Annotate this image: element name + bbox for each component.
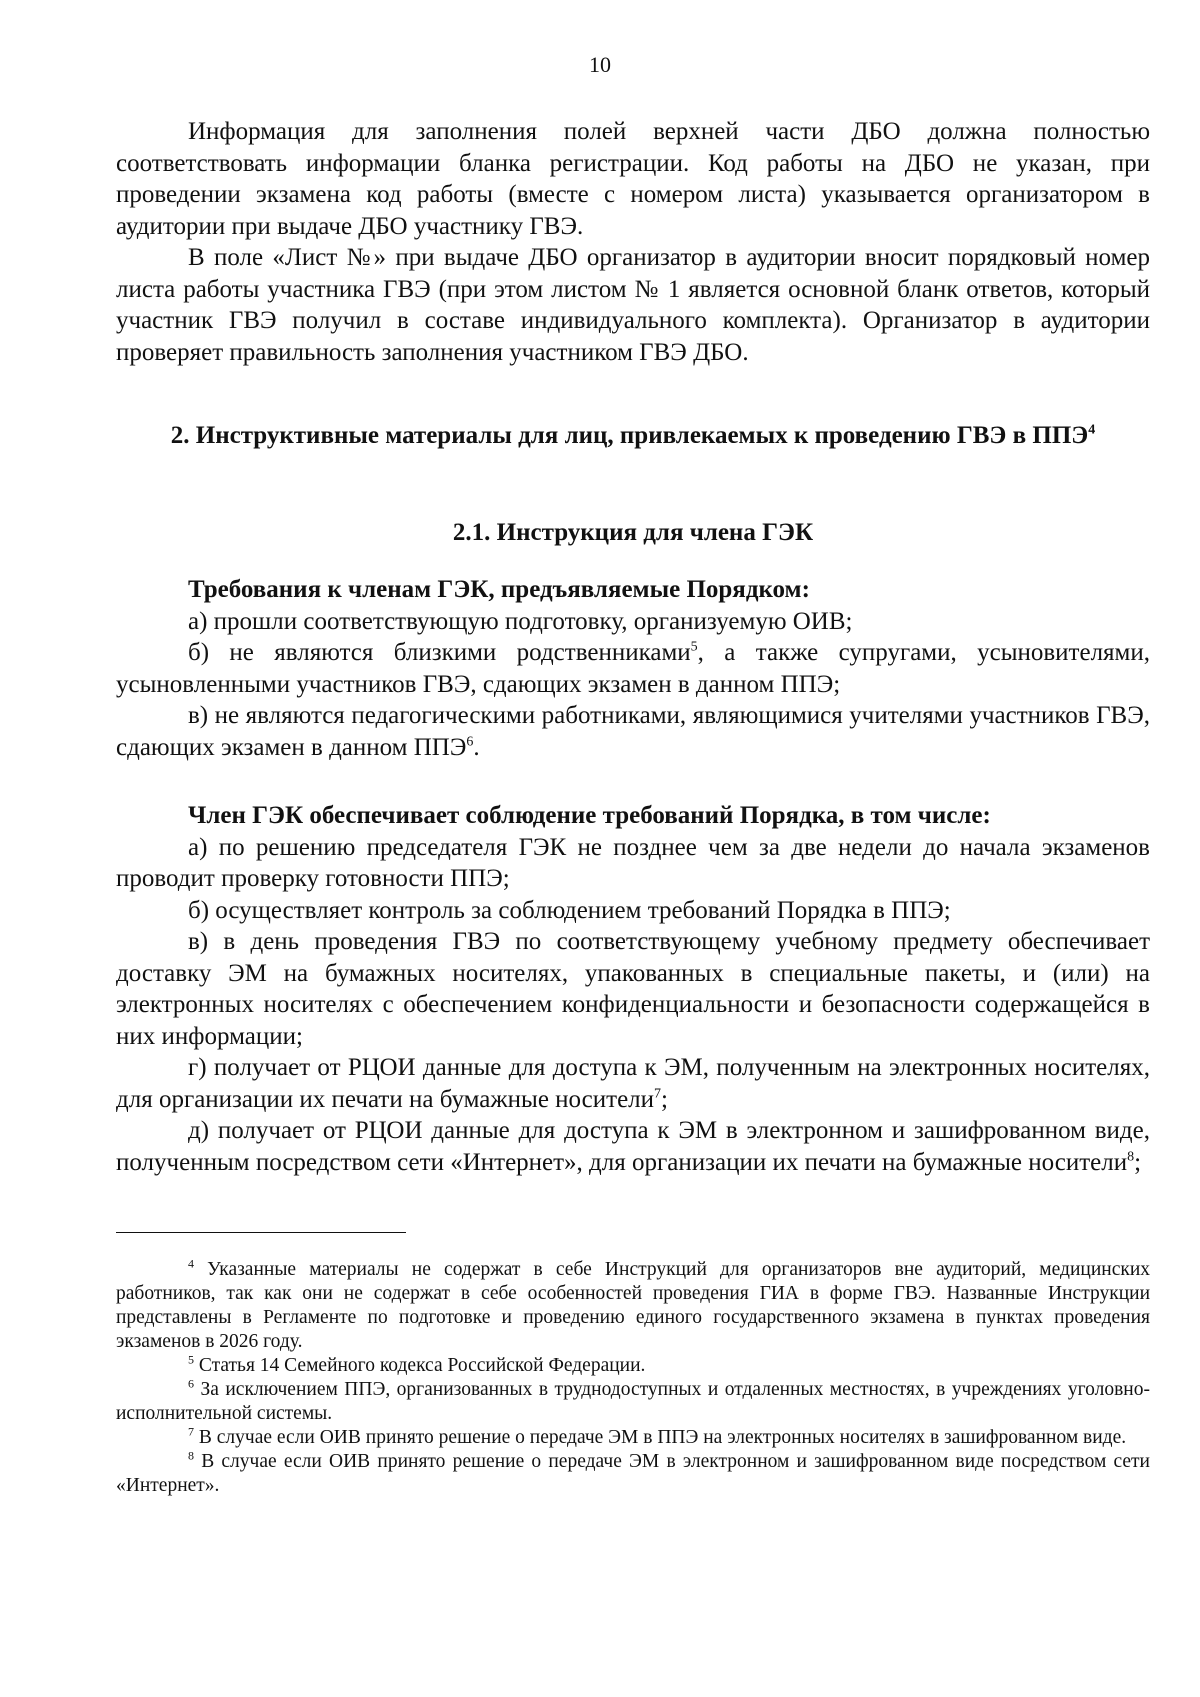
footnote-ref-6: 6	[466, 734, 474, 750]
footnote-8	[116, 1450, 1150, 1498]
requirement-item-b	[116, 637, 1150, 700]
section-title	[116, 422, 1150, 450]
duty-item-d	[116, 1052, 1150, 1115]
footnote-text: В случае если ОИВ принято решение о передаче ЭМ в электронном и зашифрованном виде посредством сети «Интернет».	[116, 1451, 1150, 1496]
footnote-text: Указанные материалы не содержат в себе Инструкций для организаторов вне аудиторий, медицинских работников, так как они не содержат в себе особенностей проведения ГИА в форме ГВЭ. Названные Инструкции представлены в Регламенте по подготовке и проведению единого государственного экзамена в пунктах проведения экзаменов в 2026 году.	[116, 1259, 1151, 1352]
footnote-number: 8	[188, 1448, 194, 1463]
duty-item-c: в) в день проведения ГВЭ по соответствующему учебному предмету обеспечивает доставку ЭМ на бумажных носителях, упакованных в специальные пакеты, и (или) на электронных носителях с обеспечением конфиденциальности и безопасности содержащейся в них информации;	[116, 928, 1150, 1050]
duty-item-d-end: ;	[661, 1085, 668, 1113]
duties-block	[116, 800, 1150, 1178]
intro-paragraph-1: Информация для заполнения полей верхней части ДБО должна полностью соответствовать информации бланка регистрации. Код работы на ДБО не указан, при проведении экзамена код работы (вместе с номером листа) указывается организатором в аудитории при выдаче ДБО участнику ГВЭ.	[116, 118, 1150, 240]
footnotes	[116, 1258, 1150, 1498]
footnote-number: 6	[188, 1376, 194, 1391]
duty-item-b: б) осуществляет контроль за соблюдением требований Порядка в ППЭ;	[188, 896, 951, 924]
requirement-item-b-start: б) не являются близкими родственниками	[188, 639, 691, 666]
requirements-block	[116, 574, 1150, 763]
footnote-ref-7: 7	[654, 1086, 662, 1102]
duty-item-e-end: ;	[1134, 1148, 1142, 1176]
duty-item-e	[116, 1115, 1150, 1178]
section-title-text: 2. Инструктивные материалы для лиц, привлекаемых к проведению ГВЭ в ППЭ	[170, 422, 1089, 449]
footnote-5	[116, 1354, 1150, 1378]
intro-paragraph-2: В поле «Лист №» при выдаче ДБО организатор в аудитории вносит порядковый номер листа работы участника ГВЭ (при этом листом № 1 является основной бланк ответов, который участник ГВЭ получил в составе индивидуального комплекта). Организатор в аудитории проверяет правильность заполнения участником ГВЭ ДБО.	[116, 244, 1150, 366]
duty-item-e-start: д) получает от РЦОИ данные для доступа к ЭМ в электронном и зашифрованном виде, полученным посредством сети «Интернет», для организации их печати на бумажные носители	[116, 1117, 1150, 1176]
footnote-7	[116, 1426, 1150, 1450]
requirement-item-b-end: , а также супругами, усыновителями, усыновленными участников ГВЭ, сдающих экзамен в данном ППЭ;	[116, 639, 1151, 698]
footnote-4	[116, 1258, 1150, 1354]
requirement-item-c	[116, 700, 1150, 763]
requirement-item-a: а) прошли соответствующую подготовку, организуемую ОИВ;	[188, 607, 853, 635]
footnote-ref-4: 4	[1088, 422, 1096, 438]
requirement-item-c-end: .	[473, 733, 480, 761]
footnote-text: За исключением ППЭ, организованных в труднодоступных и отдаленных местностях, в учреждениях уголовно-исполнительной системы.	[116, 1379, 1150, 1424]
footnote-text: В случае если ОИВ принято решение о передаче ЭМ в ППЭ на электронных носителях в зашифрованном виде.	[198, 1427, 1127, 1448]
requirement-item-c-start: в) не являются педагогическими работниками, являющимися учителями участников ГВЭ, сдающих экзамен в данном ППЭ	[116, 702, 1150, 761]
footnote-divider	[116, 1232, 406, 1233]
duty-item-d-start: г) получает от РЦОИ данные для доступа к ЭМ, полученным на электронных носителях, для организации их печати на бумажные носители	[116, 1054, 1150, 1113]
requirements-heading: Требования к членам ГЭК, предъявляемые Порядком:	[188, 576, 810, 603]
subsection-title: 2.1. Инструкция для члена ГЭК	[452, 519, 814, 546]
footnote-text: Статья 14 Семейного кодекса Российской Федерации.	[198, 1355, 646, 1376]
duties-heading: Член ГЭК обеспечивает соблюдение требований Порядка, в том числе:	[188, 802, 991, 829]
footnote-ref-8: 8	[1127, 1149, 1135, 1165]
footnote-number: 4	[188, 1256, 194, 1271]
duty-item-a: а) по решению председателя ГЭК не позднее чем за две недели до начала экзаменов проводит проверку готовности ППЭ;	[116, 833, 1150, 892]
page-number: 10	[589, 52, 611, 77]
footnote-6	[116, 1378, 1150, 1426]
intro-text	[116, 116, 1150, 368]
footnote-number: 5	[188, 1352, 194, 1367]
footnote-ref-5: 5	[690, 639, 698, 655]
footnote-number: 7	[188, 1424, 194, 1439]
